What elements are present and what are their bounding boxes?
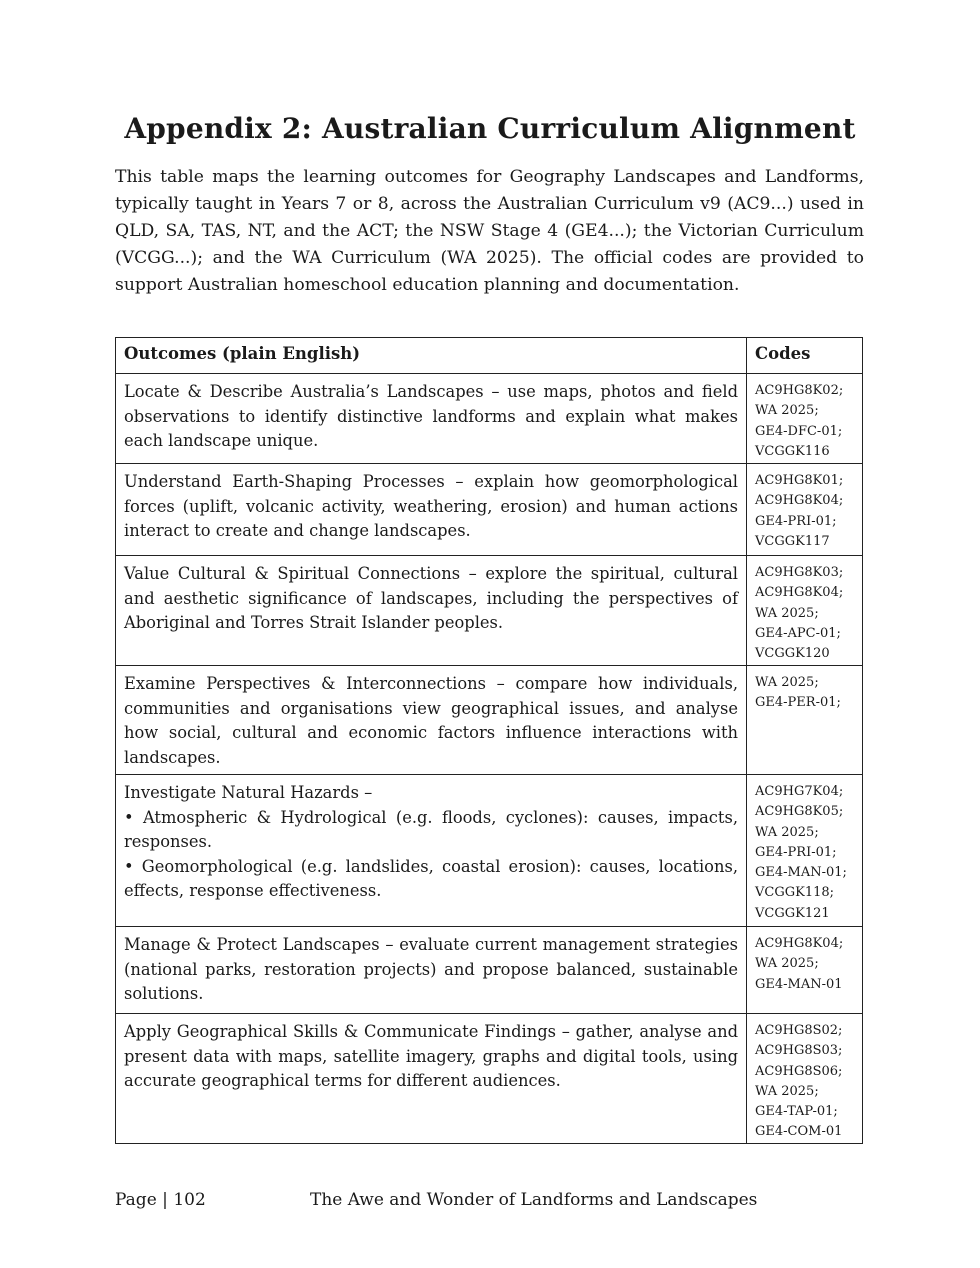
curriculum-code: GE4-MAN-01;	[755, 865, 847, 881]
page-number: 102	[173, 1190, 206, 1210]
outcome-cell	[116, 1014, 747, 1144]
curriculum-code: AC9HG8K01;	[755, 473, 844, 488]
curriculum-code: GE4-PRI-01;	[755, 844, 837, 860]
curriculum-code: AC9HG8K04;	[755, 585, 844, 601]
codes-cell	[747, 1014, 863, 1144]
header-codes: Codes	[747, 338, 863, 374]
curriculum-code: VCGGK116	[755, 443, 830, 459]
footer-book-title: The Awe and Wonder of Landforms and Landscapes	[310, 1190, 758, 1210]
table-header-row	[116, 338, 863, 374]
curriculum-code: AC9HG8K04;	[755, 936, 844, 951]
page-title: Appendix 2: Australian Curriculum Alignment	[124, 112, 856, 145]
table-row	[116, 1014, 863, 1144]
page-label: Page	[115, 1190, 157, 1210]
table-row	[116, 775, 863, 927]
codes-cell	[747, 464, 863, 556]
codes-cell	[747, 666, 863, 775]
outcome-cell	[116, 374, 747, 464]
curriculum-code: AC9HG8K04;	[755, 493, 844, 509]
outcome-cell	[116, 556, 747, 666]
curriculum-code: WA 2025;	[755, 1083, 819, 1099]
table-row	[116, 464, 863, 556]
table-row	[116, 556, 863, 666]
curriculum-code: WA 2025;	[755, 824, 819, 840]
curriculum-code: WA 2025;	[755, 956, 819, 972]
codes-cell	[747, 556, 863, 666]
curriculum-code: VCGGK120	[755, 646, 830, 662]
outcome-cell	[116, 666, 747, 775]
codes-cell	[747, 775, 863, 927]
curriculum-code: GE4-PER-01;	[755, 695, 841, 711]
curriculum-code: GE4-APC-01;	[755, 625, 841, 641]
curriculum-code: AC9HG8K02;	[755, 383, 844, 398]
curriculum-table	[115, 337, 863, 1144]
outcome-text: • Geomorphological (e.g. landslides, coastal erosion): causes, locations, effects, response effectiveness.	[124, 856, 738, 900]
outcome-cell	[116, 464, 747, 556]
curriculum-code: GE4-PRI-01;	[755, 513, 837, 529]
curriculum-code: VCGGK121	[755, 905, 830, 921]
header-outcomes: Outcomes (plain English)	[116, 338, 747, 374]
curriculum-code: WA 2025;	[755, 403, 819, 419]
codes-cell	[747, 927, 863, 1014]
outcome-text: Locate & Describe Australia’s Landscapes – use maps, photos and field observations to identify distinctive landforms and explain what makes each landscape unique.	[124, 382, 738, 450]
curriculum-code: AC9HG8S06;	[755, 1063, 843, 1079]
footer-page	[115, 1190, 206, 1210]
curriculum-code: AC9HG8K05;	[755, 804, 844, 820]
intro-paragraph: This table maps the learning outcomes for Geography Landscapes and Landforms, typically taught in Years 7 or 8, across the Australian Curriculum v9 (AC9...) used in QLD, SA, TAS, NT, and the ACT; the NSW Stage 4 (GE4...); the Victorian Curriculum (VCGG...); and the WA Curriculum (WA 2025). The official codes are provided to support Australian homeschool education planning and documentation.	[115, 167, 864, 295]
outcome-cell	[116, 775, 747, 927]
outcome-text: Value Cultural & Spiritual Connections – explore the spiritual, cultural and aesthetic significance of landscapes, including the perspectives of Aboriginal and Torres Strait Islander peoples.	[124, 564, 738, 632]
outcome-text: Investigate Natural Hazards –	[124, 783, 373, 802]
curriculum-code: AC9HG8S03;	[755, 1043, 843, 1059]
table-row	[116, 927, 863, 1014]
outcome-cell	[116, 927, 747, 1014]
outcome-text: Understand Earth-Shaping Processes – explain how geomorphological forces (uplift, volcanic activity, weathering, erosion) and human actions interact to create and change landscapes.	[124, 472, 738, 540]
table-row	[116, 374, 863, 464]
curriculum-code: VCGGK117	[755, 533, 830, 549]
table-row	[116, 666, 863, 775]
curriculum-code: GE4-DFC-01;	[755, 423, 843, 439]
outcome-text: • Atmospheric & Hydrological (e.g. floods, cyclones): causes, impacts, responses.	[124, 807, 738, 851]
curriculum-code: AC9HG7K04;	[755, 784, 844, 799]
curriculum-code: AC9HG8K03;	[755, 565, 844, 580]
curriculum-code: VCGGK118;	[755, 885, 835, 901]
outcome-text: Manage & Protect Landscapes – evaluate current management strategies (national parks, restoration projects) and propose balanced, sustainable solutions.	[124, 935, 738, 1003]
curriculum-code: WA 2025;	[755, 675, 819, 690]
outcome-text: Apply Geographical Skills & Communicate Findings – gather, analyse and present data with maps, satellite imagery, graphs and digital tools, using accurate geographical terms for different audiences.	[124, 1022, 738, 1090]
codes-cell	[747, 374, 863, 464]
outcome-text: Examine Perspectives & Interconnections – compare how individuals, communities and organisations view geographical issues, and analyse how social, cultural and economic factors influence interactions with landscapes.	[124, 674, 738, 767]
page-separator: |	[162, 1190, 168, 1210]
curriculum-code: GE4-MAN-01	[755, 976, 843, 992]
curriculum-code: GE4-TAP-01;	[755, 1104, 838, 1120]
curriculum-code: GE4-COM-01	[755, 1124, 843, 1140]
curriculum-code: WA 2025;	[755, 605, 819, 621]
curriculum-code: AC9HG8S02;	[755, 1023, 843, 1038]
